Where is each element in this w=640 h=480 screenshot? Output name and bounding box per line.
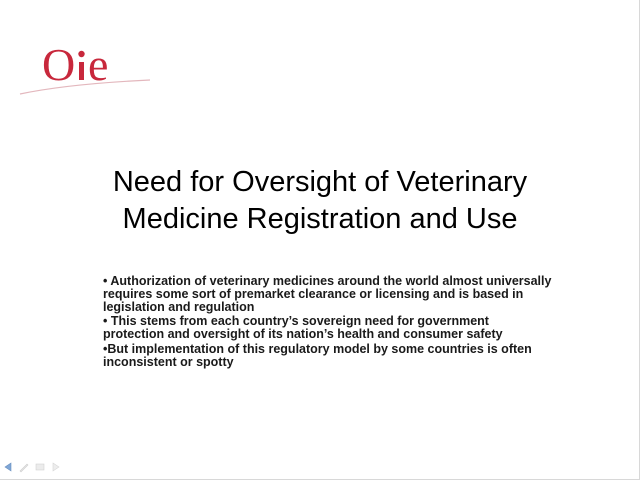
back-arrow-icon[interactable] bbox=[2, 461, 14, 473]
slide-title-line-1: Need for Oversight of Veterinary bbox=[112, 166, 528, 198]
slide-title-line-2: Medicine Registration and Use bbox=[122, 203, 518, 235]
bullet-item: • This stems from each country’s sovereign need for government protection and oversight of its nation’s health and consumer safety bbox=[103, 314, 503, 342]
pen-icon[interactable] bbox=[18, 461, 30, 473]
slide-menu-icon[interactable] bbox=[34, 461, 46, 473]
svg-text:e: e bbox=[88, 39, 109, 90]
svg-text:O: O bbox=[42, 39, 76, 90]
bullet-item: •But implementation of this regulatory model by some countries is often inconsistent or spotty bbox=[103, 341, 532, 369]
slideshow-nav-bar bbox=[2, 460, 62, 474]
bullet-list bbox=[103, 275, 553, 371]
oie-logo bbox=[18, 36, 153, 96]
slide-title bbox=[40, 164, 600, 238]
bullet-item: • Authorization of veterinary medicines around the world almost universally requires some sort of premarket clearance or licensing and is based in legislation and regulation bbox=[103, 274, 552, 314]
forward-arrow-icon[interactable] bbox=[50, 461, 62, 473]
